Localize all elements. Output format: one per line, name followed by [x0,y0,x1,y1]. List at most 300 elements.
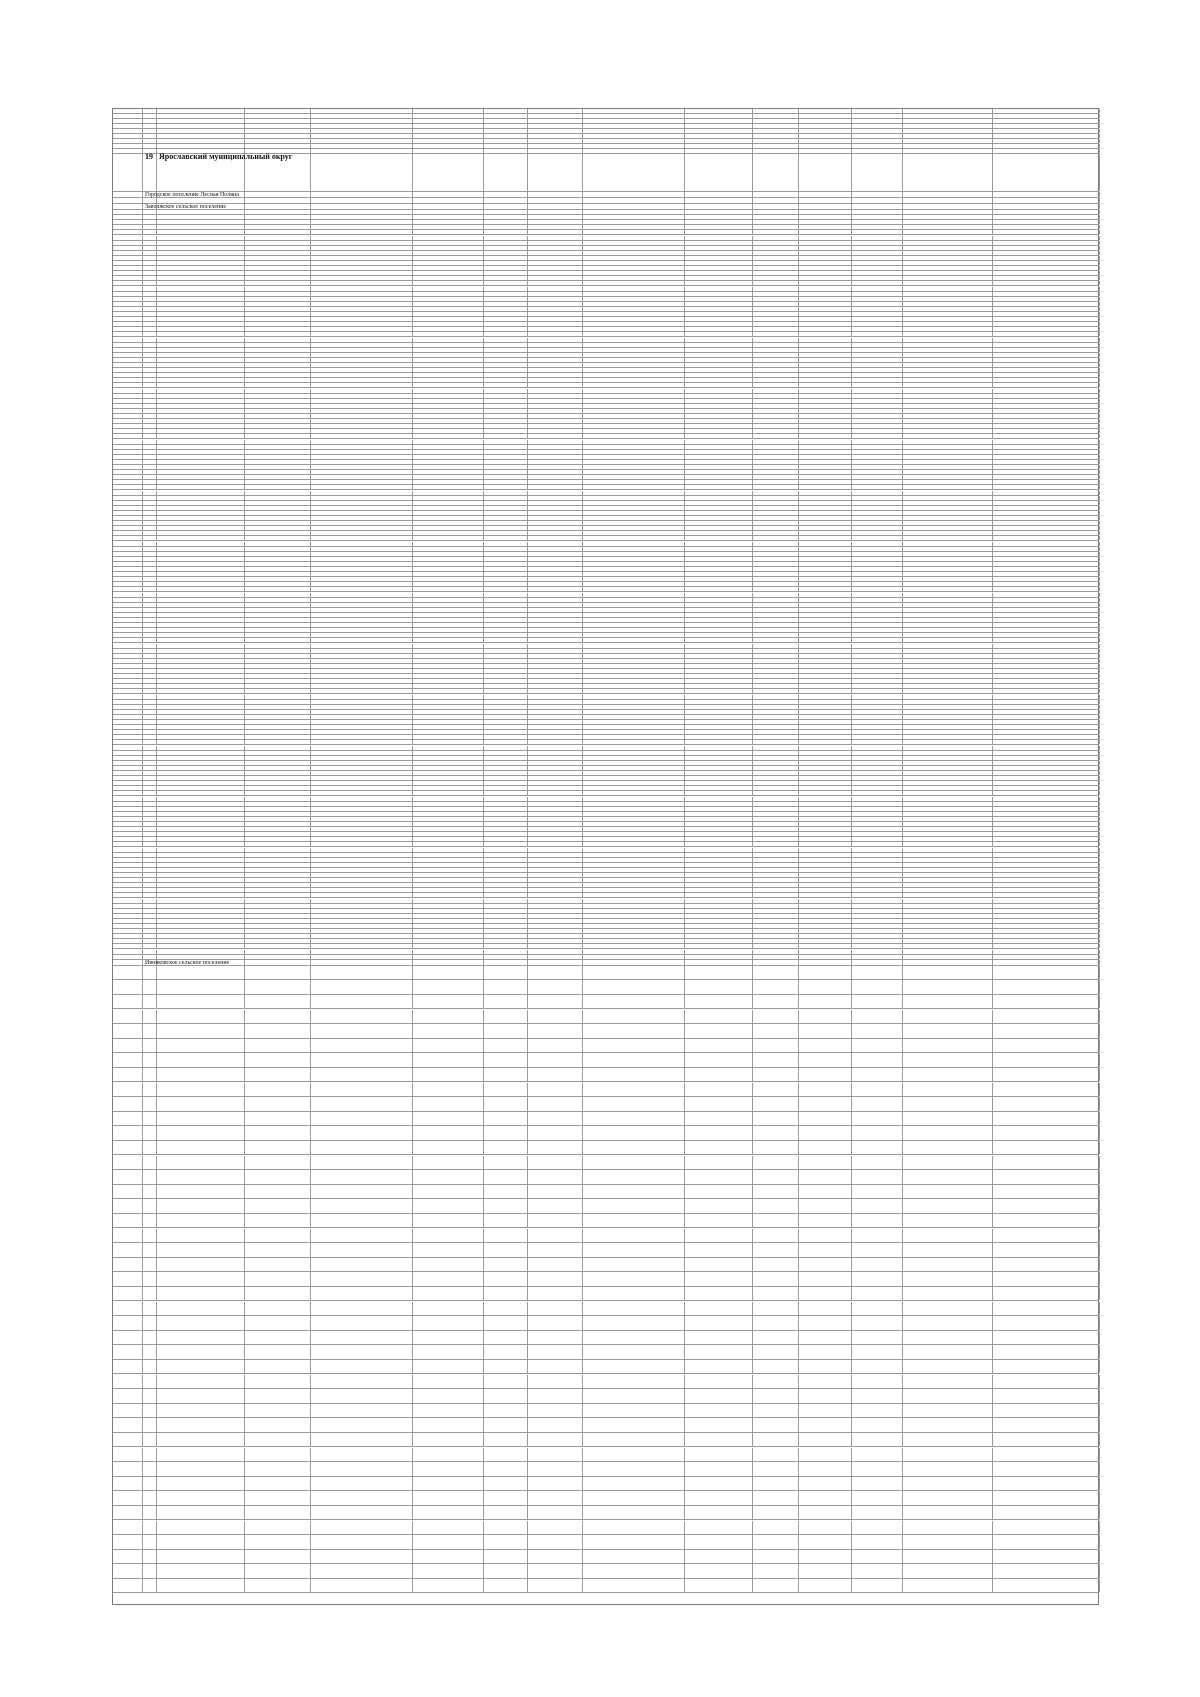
table-cell [685,378,753,382]
table-cell [245,1331,311,1345]
table-cell [799,802,852,806]
table-cell [484,440,528,444]
table-cell [903,1141,993,1155]
table-cell [583,1302,685,1316]
table-cell [484,389,528,393]
table-cell [157,858,245,862]
table-cell [685,613,753,617]
table-cell [799,429,852,433]
table-cell [903,526,993,530]
table-cell [583,781,685,785]
table-cell [852,409,903,413]
table-cell [852,506,903,510]
table-cell [852,419,903,423]
table-cell [311,225,413,229]
table-cell [583,192,685,197]
table-cell [311,506,413,510]
table-cell [852,939,903,943]
table-cell [484,924,528,928]
table-cell [799,914,852,918]
table-cell [413,332,484,336]
table-cell [245,797,311,801]
table-cell [245,1053,311,1067]
table-cell [993,536,1100,540]
table-cell [311,674,413,678]
table-cell [311,526,413,530]
table-cell [903,271,993,275]
table-cell [245,547,311,551]
table-cell [528,485,583,489]
table-cell [903,440,993,444]
table-cell [143,1521,157,1535]
table-cell [753,1243,799,1257]
table-cell [143,526,157,530]
table-cell [484,1112,528,1126]
table-cell [903,934,993,938]
table-cell [753,1258,799,1272]
table-cell [245,506,311,510]
table-cell [799,215,852,219]
table-cell [528,603,583,607]
table-cell [852,297,903,301]
table-cell [143,904,157,908]
table-cell [753,1229,799,1243]
table-cell [245,276,311,280]
table-cell [685,771,753,775]
table-cell [157,715,245,719]
table-cell [157,638,245,642]
table-cell [311,878,413,882]
table-cell [484,144,528,148]
table-cell [583,878,685,882]
table-cell [852,593,903,597]
table-cell [113,756,143,760]
table-cell [113,215,143,219]
table-cell [583,455,685,459]
table-cell [799,373,852,377]
table-cell [413,139,484,143]
table-cell [413,873,484,877]
table-cell [528,1506,583,1520]
table-cell [852,848,903,852]
table-cell [993,598,1100,602]
table-cell [413,654,484,658]
table-cell [993,756,1100,760]
table-cell [143,842,157,846]
table-cell [852,455,903,459]
table-cell [685,287,753,291]
table-cell [484,399,528,403]
table-cell [685,628,753,632]
table-cell [484,373,528,377]
table-cell [484,485,528,489]
table-cell [528,832,583,836]
table-cell [157,557,245,561]
table-cell [413,842,484,846]
table-cell [903,700,993,704]
table-cell [484,1097,528,1111]
table-cell [685,394,753,398]
table-cell [685,842,753,846]
table-cell [484,873,528,877]
table-cell [903,873,993,877]
table-cell [413,1360,484,1374]
table-cell [583,598,685,602]
table-cell [852,287,903,291]
table-cell [528,628,583,632]
table-cell [528,547,583,551]
table-cell [143,766,157,770]
table-cell [993,853,1100,857]
table-cell [753,756,799,760]
table-cell [993,460,1100,464]
table-cell [157,623,245,627]
table-cell [852,526,903,530]
table-cell [583,842,685,846]
table-cell [113,807,143,811]
table-cell [852,786,903,790]
table-cell [852,628,903,632]
table-cell [799,710,852,714]
table-cell [753,455,799,459]
table-cell [993,1360,1100,1374]
table-cell [583,1404,685,1418]
table-cell [484,1579,528,1593]
table-cell [157,868,245,872]
table-cell [583,419,685,423]
table-cell [413,276,484,280]
table-cell [143,424,157,428]
table-cell [799,572,852,576]
table-cell [528,1404,583,1418]
table-cell [311,929,413,933]
table-cell [143,944,157,948]
table-cell [143,1535,157,1549]
table-cell [311,705,413,709]
table-cell [528,404,583,408]
table-cell [993,521,1100,525]
table-cell [685,858,753,862]
table-cell [799,1506,852,1520]
table-cell [413,1448,484,1462]
table-cell [903,797,993,801]
table-cell [484,1448,528,1462]
table-cell [113,1521,143,1535]
table-cell [113,1389,143,1403]
table-cell [528,317,583,321]
table-cell [245,664,311,668]
table-cell [993,557,1100,561]
table-cell [852,1112,903,1126]
table-cell [157,776,245,780]
table-cell [245,628,311,632]
table-cell [484,822,528,826]
table-cell [799,608,852,612]
table-cell [583,312,685,316]
table-cell [413,348,484,352]
table-cell [157,1491,245,1505]
table-cell [685,409,753,413]
table-cell [311,679,413,683]
table-cell [993,669,1100,673]
table-cell [113,812,143,816]
table-cell [413,399,484,403]
table-cell [484,995,528,1009]
table-cell [685,516,753,520]
table-cell [245,440,311,444]
table-cell [903,944,993,948]
table-cell [993,501,1100,505]
table-cell [583,114,685,118]
table-cell [157,873,245,877]
table-cell [993,786,1100,790]
table-cell [903,863,993,867]
table-cell [799,1331,852,1345]
table-cell [753,475,799,479]
table-cell [484,812,528,816]
table-cell [903,445,993,449]
table-cell [852,327,903,331]
table-cell [685,1097,753,1111]
table-cell [753,496,799,500]
table-cell [528,276,583,280]
table-cell [311,776,413,780]
table-cell [245,1024,311,1038]
table-cell [852,858,903,862]
table-cell [685,807,753,811]
table-cell [413,198,484,203]
table-cell [753,276,799,280]
table-cell [903,348,993,352]
table-cell [583,414,685,418]
table-cell [157,863,245,867]
table-cell [583,424,685,428]
table-cell [113,781,143,785]
table-cell [245,766,311,770]
table-cell [484,720,528,724]
table-cell [753,679,799,683]
table-cell [753,404,799,408]
table-cell [528,414,583,418]
table-cell [245,424,311,428]
table-cell [685,1579,753,1593]
table-cell [753,853,799,857]
table-cell [157,1462,245,1476]
table-cell [903,363,993,367]
table-cell [685,725,753,729]
table-cell [685,383,753,387]
table-cell [484,276,528,280]
table-cell [157,129,245,133]
table-cell [113,287,143,291]
table-cell [311,1550,413,1564]
table-cell [484,302,528,306]
table-cell [583,445,685,449]
table-cell [852,139,903,143]
table-cell [993,797,1100,801]
table-cell [311,587,413,591]
table-cell [245,241,311,245]
table-cell [245,934,311,938]
table-cell [852,465,903,469]
table-row [113,1360,1098,1375]
table-cell [413,440,484,444]
table-cell [903,332,993,336]
table-cell [245,1535,311,1549]
table-cell [311,802,413,806]
table-cell [113,302,143,306]
table-cell [852,1039,903,1053]
table-cell [852,904,903,908]
table-cell [113,266,143,270]
table-cell [311,455,413,459]
table-cell [799,980,852,994]
table-cell [484,1272,528,1286]
table-cell [484,414,528,418]
table-cell [993,409,1100,413]
table-cell [852,684,903,688]
table-cell [413,858,484,862]
table-cell [484,1039,528,1053]
table-cell [583,582,685,586]
table-cell [113,924,143,928]
table-cell [484,424,528,428]
table-cell [685,302,753,306]
table-row [113,1418,1098,1433]
table-cell [685,526,753,530]
table-cell [685,358,753,362]
table-cell [993,674,1100,678]
table-cell [903,210,993,214]
table-cell [799,348,852,352]
table-cell [685,149,753,153]
table-cell [685,924,753,928]
table-cell [528,445,583,449]
table-cell [903,338,993,342]
table-cell [852,1579,903,1593]
table-cell [113,198,143,203]
table-cell [583,608,685,612]
table-cell [413,230,484,234]
table-cell [245,261,311,265]
table-cell [852,1564,903,1578]
table-cell [903,1097,993,1111]
table-cell [157,1083,245,1097]
table-cell [753,929,799,933]
table-cell [799,256,852,260]
table-cell [583,1448,685,1462]
table-cell [993,1462,1100,1476]
table-cell [157,1506,245,1520]
table-cell [143,1024,157,1038]
table-cell [413,1083,484,1097]
table-cell [143,332,157,336]
table-cell [903,220,993,224]
table-cell [413,1418,484,1432]
table-row [113,1302,1098,1317]
table-cell [245,429,311,433]
table-cell [528,455,583,459]
table-cell [993,368,1100,372]
table-cell [413,378,484,382]
table-cell [113,980,143,994]
table-cell [799,863,852,867]
table-cell [583,695,685,699]
table-cell [852,302,903,306]
table-cell [113,281,143,285]
table-cell [583,266,685,270]
table-cell [113,587,143,591]
table-cell [113,1579,143,1593]
table-cell [993,1097,1100,1111]
table-cell [799,1053,852,1067]
table-cell [413,878,484,882]
table-cell [583,383,685,387]
table-cell [753,338,799,342]
table-cell [528,868,583,872]
table-cell [143,1272,157,1286]
table-cell [852,1126,903,1140]
table-cell [413,644,484,648]
table-cell [993,1243,1100,1257]
table-cell [413,1141,484,1155]
table-cell [753,440,799,444]
table-cell [852,204,903,209]
table-cell [993,832,1100,836]
table-cell [685,348,753,352]
table-cell [413,256,484,260]
table-cell [311,944,413,948]
table-cell [852,256,903,260]
table-cell [484,1156,528,1170]
table-cell [113,373,143,377]
table-cell [993,863,1100,867]
table-cell [993,649,1100,653]
table-cell [413,1053,484,1067]
table-cell [311,450,413,454]
table-cell [753,807,799,811]
table-cell [799,715,852,719]
table-cell [157,215,245,219]
table-cell [413,883,484,887]
table-cell [852,1083,903,1097]
table-cell [143,832,157,836]
table-cell [484,1214,528,1228]
table-cell [583,827,685,831]
table-cell [993,644,1100,648]
table-cell [143,134,157,138]
table-cell [528,598,583,602]
table-cell [113,710,143,714]
table-cell [413,353,484,357]
table-cell [311,557,413,561]
table-cell [311,633,413,637]
table-cell [311,858,413,862]
table-cell [903,939,993,943]
table-cell [413,358,484,362]
table-cell [583,389,685,393]
table-cell [993,705,1100,709]
table-cell [484,832,528,836]
table-row [113,1010,1098,1025]
table-cell [583,853,685,857]
table-cell [993,883,1100,887]
table-cell [413,409,484,413]
table-cell [113,1477,143,1491]
table-cell [685,215,753,219]
table-cell [903,531,993,535]
table-cell [113,669,143,673]
